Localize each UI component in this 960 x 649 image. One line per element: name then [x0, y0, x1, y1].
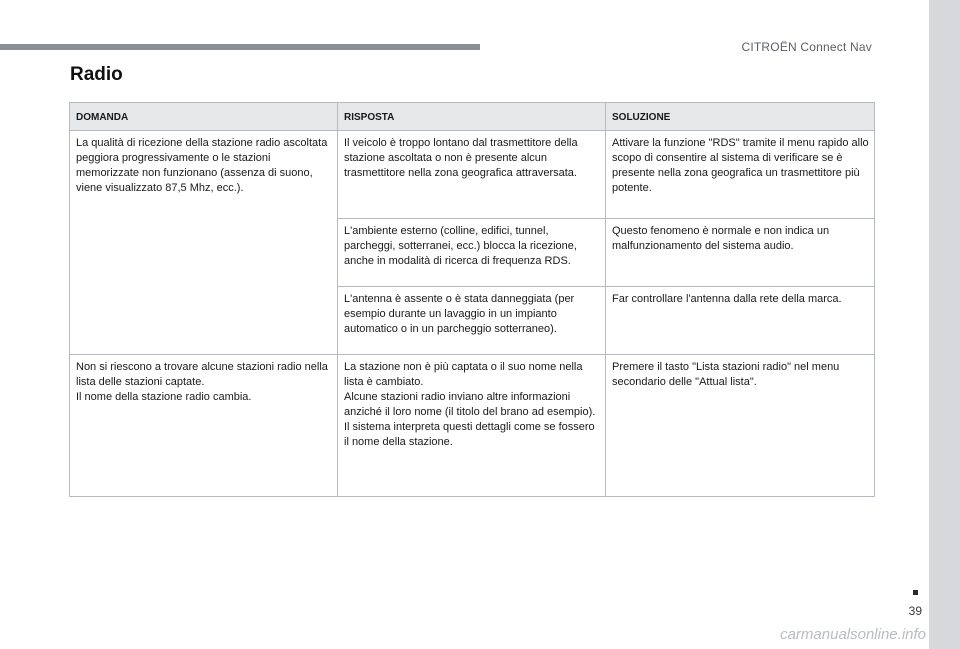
table-row [70, 355, 875, 497]
answer-cell: L'antenna è assente o è stata danneggiata (per esempio durante un lavaggio in un impianto automatico o in un parcheggio sotterraneo). [338, 287, 606, 355]
column-header-soluzione: SOLUZIONE [606, 103, 875, 131]
solution-cell: Far controllare l'antenna dalla rete della marca. [606, 287, 875, 355]
column-header-risposta: RISPOSTA [338, 103, 606, 131]
column-header-domanda: DOMANDA [70, 103, 338, 131]
brand-header: CITROËN Connect Nav [741, 40, 872, 54]
question-cell: La qualità di ricezione della stazione radio ascoltata peggiora progressivamente o le stazioni memorizzate non funzionano (assenza di suono, viene visualizzato 87,5 Mhz, ecc.). [70, 131, 338, 355]
table-header-row [70, 103, 875, 131]
answer-cell: La stazione non è più captata o il suo nome nella lista è cambiato. Alcune stazioni radio inviano altre informazioni anziché il loro nome (il titolo del brano ad esempio). Il sistema interpreta questi dettagli come se fossero il nome della stazione. [338, 355, 606, 497]
solution-cell: Premere il tasto "Lista stazioni radio" nel menu secondario delle "Attual lista". [606, 355, 875, 497]
watermark: carmanualsonline.info [780, 626, 926, 643]
table-row [70, 131, 875, 219]
answer-cell: Il veicolo è troppo lontano dal trasmettitore della stazione ascoltata o non è presente alcun trasmettitore nella zona geografica attraversata. [338, 131, 606, 219]
page-number: 39 [908, 604, 922, 618]
header-rule [0, 44, 480, 50]
page-edge-bar [929, 0, 960, 649]
question-cell: Non si riescono a trovare alcune stazioni radio nella lista delle stazioni captate. Il nome della stazione radio cambia. [70, 355, 338, 497]
solution-cell: Attivare la funzione "RDS" tramite il menu rapido allo scopo di consentire al sistema di verificare se è presente nella zona geografica un trasmettitore più potente. [606, 131, 875, 219]
page-marker [913, 590, 918, 595]
faq-table [69, 102, 875, 497]
answer-cell: L'ambiente esterno (colline, edifici, tunnel, parcheggi, sotterranei, ecc.) blocca la ricezione, anche in modalità di ricerca di frequenza RDS. [338, 219, 606, 287]
solution-cell: Questo fenomeno è normale e non indica un malfunzionamento del sistema audio. [606, 219, 875, 287]
page-title: Radio [70, 64, 123, 85]
